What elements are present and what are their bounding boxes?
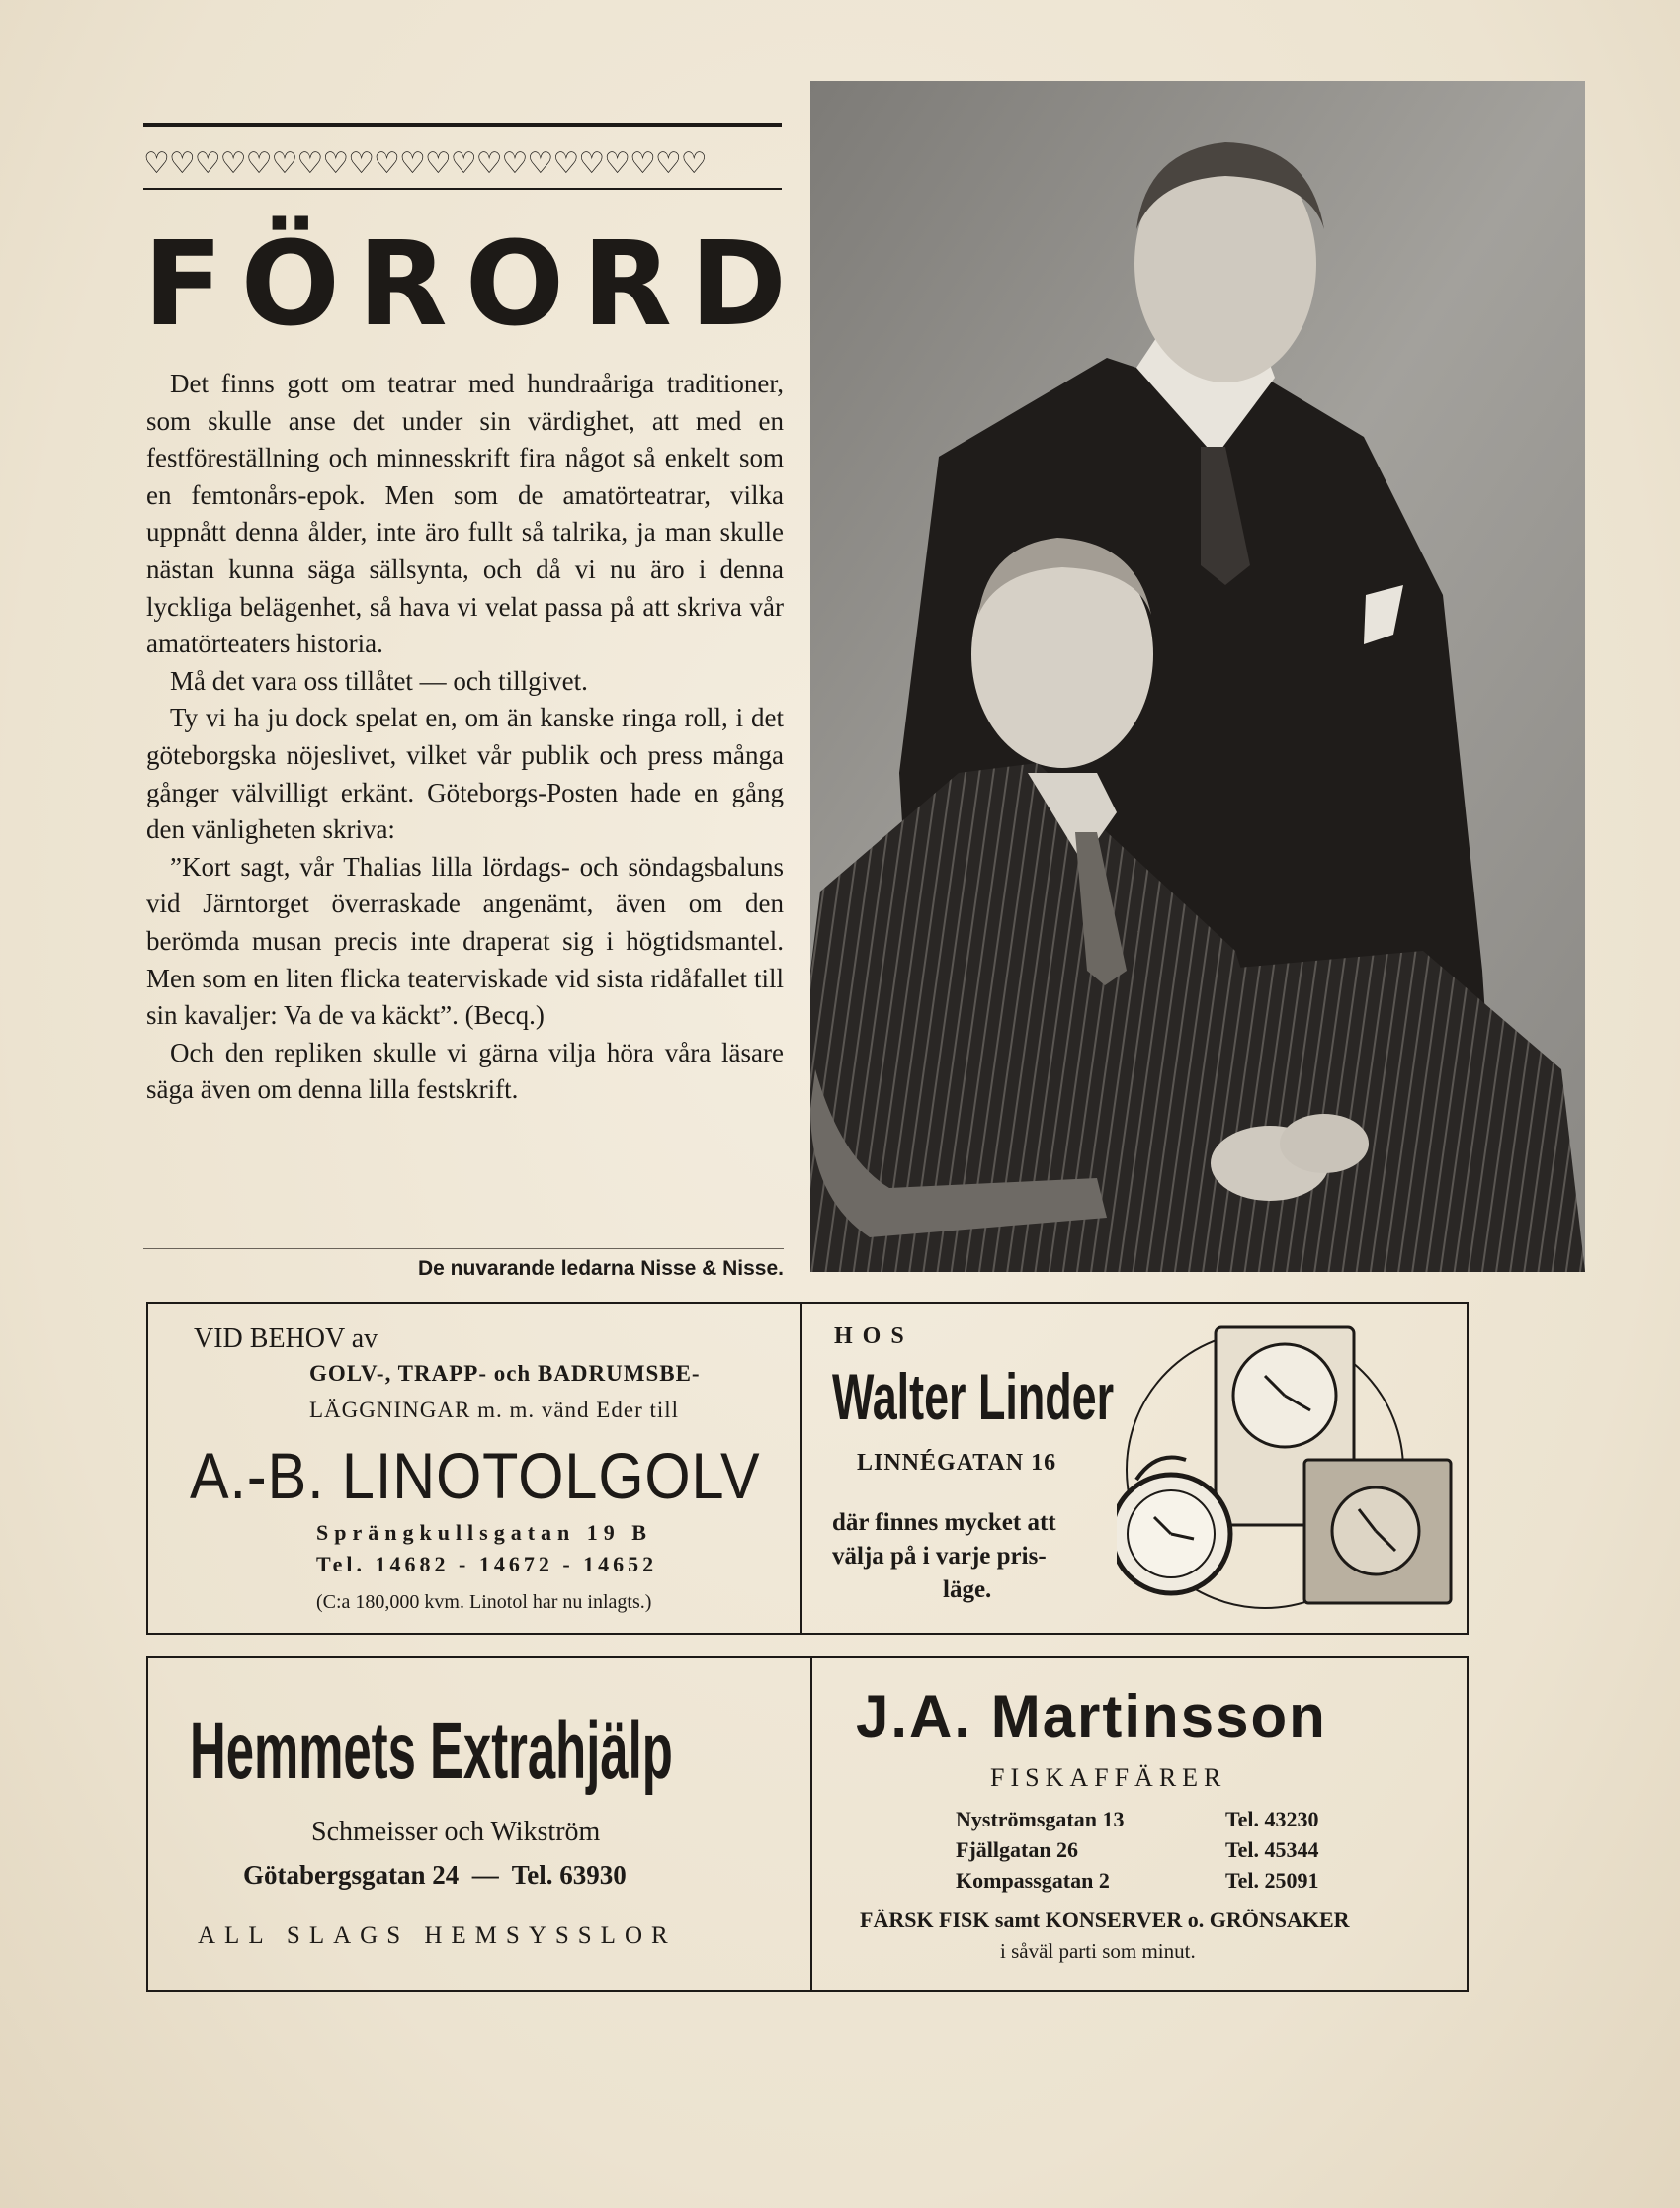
- ad-linotol-line3: LÄGGNINGAR m. m. vänd Eder till: [309, 1398, 680, 1422]
- ad-linder-line2: välja på i varje pris-: [832, 1543, 1047, 1570]
- ad-row-1: [146, 1302, 1469, 1635]
- ad-linder-line1: där finnes mycket att: [832, 1509, 1056, 1536]
- foreword-text: [146, 366, 784, 1109]
- ad-linotol-phones: Tel. 14682 - 14672 - 14652: [316, 1552, 658, 1576]
- paragraph: Må det vara oss tillåtet — och tillgivet.: [170, 665, 588, 696]
- ad-linder-name: Walter Linder: [832, 1360, 1115, 1433]
- ad-linotol: [148, 1304, 800, 1633]
- ad-linder-hos: HOS: [834, 1323, 914, 1349]
- leaders-photo-drawing: [810, 81, 1585, 1272]
- ad-linotol-line1: VID BEHOV av: [194, 1323, 378, 1354]
- ad-walter-linder: [802, 1304, 1467, 1633]
- ad-martinsson-name: J.A. Martinsson: [856, 1683, 1327, 1749]
- shop-tel: Tel. 45344: [1225, 1837, 1319, 1862]
- ad-linotol-name: A.-B. LINOTOLGOLV: [190, 1439, 761, 1512]
- ad-hemmets-owners: Schmeisser och Wikström: [311, 1817, 601, 1847]
- heart-ornament-border: ♡♡♡♡♡♡♡♡♡♡♡♡♡♡♡♡♡♡♡♡♡♡: [143, 146, 707, 181]
- shop-street: Nyströmsgatan 13: [956, 1807, 1125, 1831]
- page-title: FÖRORD: [143, 215, 804, 352]
- leaders-photo: [810, 81, 1585, 1272]
- shop-street: Kompassgatan 2: [956, 1868, 1110, 1893]
- ornament-rule: [143, 188, 782, 190]
- ad-hemmets-name: Hemmets Extrahjälp: [190, 1706, 673, 1796]
- clocks-illustration: [1117, 1321, 1453, 1618]
- ad-linder-address: LINNÉGATAN 16: [857, 1450, 1057, 1476]
- ad-linotol-note: (C:a 180,000 kvm. Linotol har nu inlagts.): [316, 1591, 652, 1613]
- header-rule: [143, 123, 782, 127]
- shop-tel: Tel. 43230: [1225, 1807, 1319, 1831]
- paragraph: Och den repliken skulle vi gärna vilja höra våra läsare säga även om denna lilla festskrift.: [146, 1037, 784, 1105]
- ad-hemmets-address: Götabergsgatan 24 — Tel. 63930: [243, 1860, 627, 1890]
- paragraph: Det finns gott om teatrar med hundraåriga traditioner, som skulle anse det under sin värdighet, att med en festföreställning och minnesskrift fira något så enkelt som en femtonårs-epok. Men som de amatörteatrar, vilka uppnått denna ålder, inte äro fullt så talrika, ja man skulle nästan kunna säga sällsynta, och då vi nu äro i denna lyckliga belägenhet, så hava vi velat passa på att skriva vår amatörteaters historia.: [146, 369, 784, 659]
- paragraph: Ty vi ha ju dock spelat en, om än kanske ringa roll, i det göteborgska nöjeslivet, vilket vår publik och press många gånger välvilligt erkänt. Göteborgs-Posten hade en gång den vänligheten skriva:: [146, 703, 784, 845]
- ad-hemmets-tagline: ALL SLAGS HEMSYSSLOR: [198, 1922, 677, 1949]
- ad-martinsson-line1: FÄRSK FISK samt KONSERVER o. GRÖNSAKER: [860, 1908, 1350, 1932]
- caption-rule: [143, 1248, 784, 1249]
- ad-row-2: [146, 1656, 1469, 1992]
- ad-martinsson-line2: i såväl parti som minut.: [1000, 1939, 1196, 1963]
- ad-ja-martinsson: [812, 1658, 1467, 1990]
- paragraph: ”Kort sagt, vår Thalias lilla lördags- och söndagsbaluns vid Järntorget överraskade angenämt, även om den berömda musan precis inte draperat sig i högtidsmantel. Men som en liten flicka teaterviskade vid sista ridåfallet till sin kavaljer: Va de va käckt”. (Becq.): [146, 851, 784, 1031]
- ad-linder-line3: läge.: [943, 1576, 992, 1603]
- shop-tel: Tel. 25091: [1225, 1868, 1319, 1893]
- ad-hemmets-extrahjalp: [148, 1658, 810, 1990]
- ad-linotol-line2: GOLV-, TRAPP- och BADRUMSBE-: [309, 1361, 701, 1386]
- shop-street: Fjällgatan 26: [956, 1837, 1079, 1862]
- ad-linotol-address: Sprängkullsgatan 19 B: [316, 1520, 652, 1545]
- photo-caption: De nuvarande ledarna Nisse & Nisse.: [418, 1257, 784, 1280]
- ad-martinsson-sub: FISKAFFÄRER: [990, 1763, 1227, 1792]
